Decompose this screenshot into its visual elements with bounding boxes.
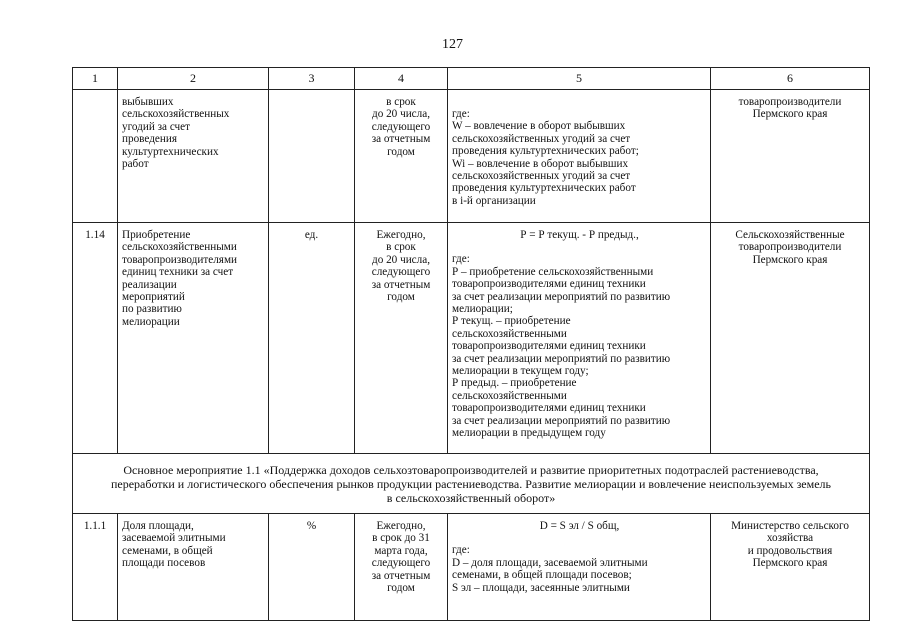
text-line: Пермского края xyxy=(752,108,828,121)
responsible-cell xyxy=(711,90,870,223)
text-line: за отчетным xyxy=(371,278,431,291)
section-row xyxy=(73,454,870,514)
formula-cell xyxy=(448,90,711,223)
text-line: мероприятий xyxy=(122,291,185,304)
text-line: за счет реализации мероприятий по развитию xyxy=(452,352,671,365)
section-heading xyxy=(73,454,870,514)
text-line: в срок до 31 xyxy=(372,532,430,545)
text-line: где: xyxy=(452,108,470,120)
text-line: Р текущ. – приобретение xyxy=(452,315,571,328)
text-line: Доля площади, xyxy=(122,520,194,532)
table-row xyxy=(73,90,870,223)
text-line: S эл – площади, засеянные элитными xyxy=(452,581,630,594)
text-line: и продовольствия xyxy=(747,544,833,557)
text-line: угодий за счет xyxy=(122,120,191,133)
text-line: мелиорации; xyxy=(452,303,513,316)
text-line: проведения культуртехнических работ; xyxy=(452,145,639,158)
row-number xyxy=(73,90,118,223)
text-line: Основное мероприятие 1.1 «Поддержка доходов сельхозтоваропроизводителей и развитие приоритетных подотраслей растениеводства, xyxy=(123,462,819,477)
text-line: в сельскохозяйственный оборот» xyxy=(386,490,556,505)
formula-text xyxy=(452,544,707,594)
text-line: Министерство сельского xyxy=(731,520,849,532)
text-line: сельскохозяйственных угодий за счет xyxy=(452,132,631,145)
text-line: культуртехнических xyxy=(122,145,219,158)
header-cell: 3 xyxy=(269,68,355,90)
unit-cell xyxy=(269,90,355,223)
text-line: марта года, xyxy=(374,544,428,557)
header-cell: 1 xyxy=(73,68,118,90)
text-line: сельскохозяйственными xyxy=(452,389,567,402)
text-line: где: xyxy=(452,253,470,266)
text-line: где: xyxy=(452,544,470,557)
text-line: товаропроизводители xyxy=(738,96,842,108)
text-line: сельскохозяйственных xyxy=(122,108,230,121)
text-line: товаропроизводителями единиц техники xyxy=(452,340,646,353)
text-line: единиц техники за счет xyxy=(122,266,234,279)
text-line: Р предыд. – приобретение xyxy=(452,377,577,390)
text-line: проведения xyxy=(122,133,177,146)
text-line: сельскохозяйственными xyxy=(452,327,567,340)
text-line: Р – приобретение сельскохозяйственными xyxy=(452,265,654,278)
frequency-cell xyxy=(355,90,448,223)
text-line: засеваемой элитными xyxy=(122,532,226,545)
text-line: работ xyxy=(122,158,149,171)
text-line: в i-й организации xyxy=(452,194,536,207)
text-line: Сельскохозяйственные xyxy=(735,229,845,241)
frequency-cell xyxy=(355,223,448,454)
header-cell: 4 xyxy=(355,68,448,90)
text-line: D – доля площади, засеваемой элитными xyxy=(452,556,648,569)
text-line: хозяйства xyxy=(766,532,814,545)
page-number: 127 xyxy=(442,37,463,52)
text-line: сельскохозяйственных угодий за счет xyxy=(452,170,631,183)
text-line: по развитию xyxy=(122,303,182,316)
header-row xyxy=(73,68,870,90)
text-line: W – вовлечение в оборот выбывших xyxy=(452,120,626,133)
text-line: семенами, в общей площади посевов; xyxy=(452,569,632,582)
text-line: годом xyxy=(387,291,415,304)
formula-expression: Р = Р текущ. - Р предыд., xyxy=(520,229,639,241)
formula-text xyxy=(452,253,707,439)
text-line: товаропроизводителями единиц техники xyxy=(452,402,646,415)
indicators-table xyxy=(72,67,870,621)
unit-cell: % xyxy=(269,514,355,621)
text-line: мелиорации в текущем году; xyxy=(452,365,589,378)
row-number: 1.1.1 xyxy=(73,514,118,621)
table-row xyxy=(73,223,870,454)
header-cell: 6 xyxy=(711,68,870,90)
text-line: годом xyxy=(387,582,415,595)
text-line: следующего xyxy=(371,557,431,570)
text-line: семенами, в общей xyxy=(122,544,213,557)
text-line: в срок xyxy=(386,96,416,108)
header-cell: 5 xyxy=(448,68,711,90)
unit-cell: ед. xyxy=(269,223,355,454)
text-line: Ежегодно, xyxy=(376,229,426,241)
text-line: за счет реализации мероприятий по развитию xyxy=(452,290,671,303)
header-cell: 2 xyxy=(118,68,269,90)
indicator-name xyxy=(118,223,269,454)
text-line: мелиорации в предыдущем году xyxy=(452,427,606,440)
frequency-cell xyxy=(355,514,448,621)
indicator-name xyxy=(118,90,269,223)
text-line: площади посевов xyxy=(122,557,206,570)
text-line: Wi – вовлечение в оборот выбывших xyxy=(452,157,629,170)
text-line: выбывших xyxy=(122,96,174,108)
text-line: мелиорации xyxy=(122,315,180,328)
text-line: товаропроизводителями единиц техники xyxy=(452,278,646,291)
text-line: в срок xyxy=(386,241,416,254)
responsible-cell xyxy=(711,514,870,621)
text-line: проведения культуртехнических работ xyxy=(452,182,636,195)
text-line: за отчетным xyxy=(371,133,431,146)
text-line: годом xyxy=(387,145,415,158)
text-line: товаропроизводители xyxy=(738,241,842,254)
text-line: реализации xyxy=(122,278,177,291)
text-line: за счет реализации мероприятий по развитию xyxy=(452,414,671,427)
text-line: до 20 числа, xyxy=(372,253,430,266)
text-line: Пермского края xyxy=(752,253,828,266)
text-line: следующего xyxy=(371,120,431,133)
formula-cell xyxy=(448,514,711,621)
formula-expression: D = S эл / S общ, xyxy=(539,520,620,532)
text-line: Ежегодно, xyxy=(376,520,426,532)
text-line: товаропроизводителями xyxy=(122,253,238,266)
text-line: Приобретение xyxy=(122,229,191,241)
table-row xyxy=(73,514,870,621)
text-line: переработки и логистического обеспечения рынков продукции растениеводства. Развитие мелиорации и вовлечение неиспользуемых земель xyxy=(110,476,832,491)
text-line: Пермского края xyxy=(752,557,828,570)
responsible-cell xyxy=(711,223,870,454)
text-line: сельскохозяйственными xyxy=(122,241,237,254)
text-line: за отчетным xyxy=(371,569,431,582)
row-number: 1.14 xyxy=(73,223,118,454)
text-line: следующего xyxy=(371,266,431,279)
text-line: до 20 числа, xyxy=(372,108,430,121)
formula-text xyxy=(452,108,707,207)
formula-cell xyxy=(448,223,711,454)
indicator-name xyxy=(118,514,269,621)
